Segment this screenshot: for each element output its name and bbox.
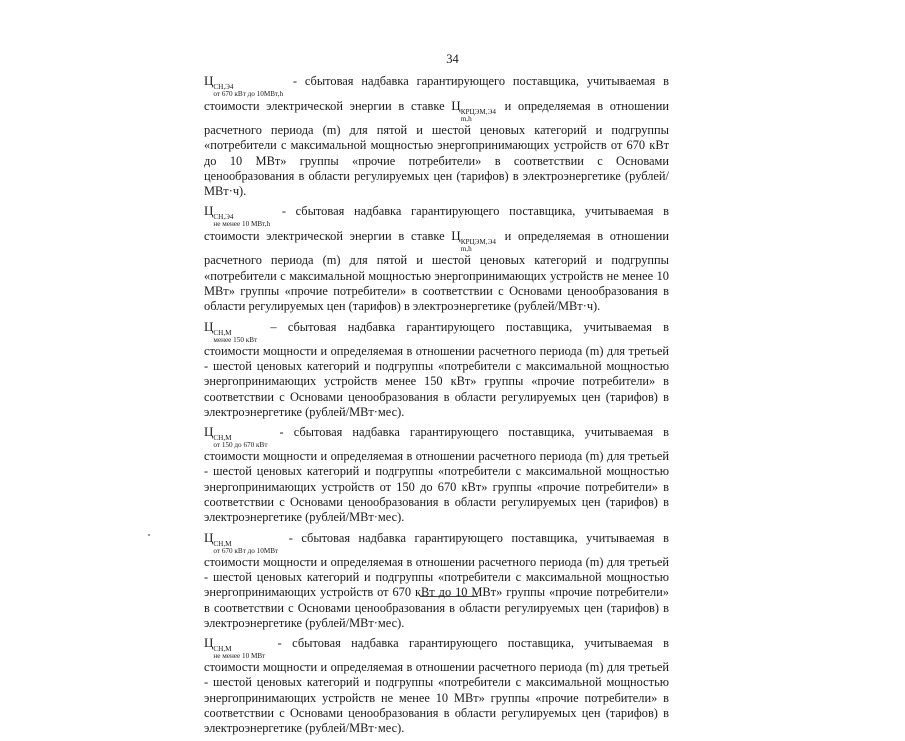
symbol-superscript: СН,М (213, 328, 232, 337)
symbol-subscript: менее 150 кВт (213, 335, 258, 344)
inline-formula-symbol (451, 228, 498, 254)
document-body (204, 73, 669, 741)
definition-paragraph (204, 424, 669, 525)
inline-formula-symbol (451, 98, 498, 123)
symbol-subscript: m,h (460, 115, 472, 123)
symbol-subscript: от 150 до 670 кВт (213, 441, 268, 450)
formula-symbol (204, 203, 272, 229)
symbol-base: Ц (451, 98, 461, 113)
paragraph-text: - сбытовая надбавка гарантирующего поставщика, учитываемая в стоимости электрической энергии в ставке (204, 204, 669, 244)
symbol-superscript: СН,М (213, 539, 232, 548)
paragraph-text: - сбытовая надбавка гарантирующего поставщика, учитываемая в стоимости мощности и определяемая в отношении расчетного периода (m) для третьей - шестой ценовых категорий и подгруппы «потребители с максимальной мощностью энергопринимающих устройств от 670 кВт до 10 МВт» группы «прочие потребители» в соответствии с Основами ценообразования в области регулируемых цен (тарифов) в электроэнергетике (рублей/МВт·мес). (204, 530, 669, 630)
paragraph-text: и определяемая в отношении расчетного периода (m) для пятой и шестой ценовых категорий и подгруппы «потребители с максимальной мощностью энергопринимающих устройств от 670 кВт до 10 МВт» группы «прочие потребители» в соответствии с Основами ценообразования в области регулируемых цен (тарифов) в электроэнергетике (рублей/МВт·ч). (204, 99, 670, 199)
symbol-superscript: СН,М (213, 645, 232, 654)
bottom-separator-line (420, 596, 478, 597)
paragraph-text: – сбытовая надбавка гарантирующего поставщика, учитываемая в стоимости мощности и определяемая в отношении расчетного периода (m) для третьей - шестой ценовых категорий и подгруппы «потребители с максимальной мощностью энергопринимающих устройств менее 150 кВт» группы «прочие потребители» в соответствии с Основами ценообразования в области регулируемых цен (тарифов) в электроэнергетике (рублей/МВт·мес). (204, 319, 669, 419)
symbol-superscript: КРЦЭМ,Э4 (460, 108, 496, 116)
symbol-superscript: СН,Э4 (213, 83, 234, 91)
definition-paragraph (204, 530, 669, 631)
symbol-base: Ц (204, 635, 214, 651)
formula-symbol (204, 73, 285, 98)
formula-symbol (204, 529, 280, 555)
formula-symbol (204, 424, 269, 450)
definition-paragraph (204, 73, 669, 199)
formula-symbol (204, 318, 259, 344)
symbol-superscript: КРЦЭМ,Э4 (460, 238, 496, 247)
definition-paragraph (204, 635, 669, 736)
symbol-subscript: не менее 10 МВт,h (213, 220, 271, 229)
symbol-subscript: от 670 кВт до 10МВт,h (213, 90, 284, 98)
symbol-subscript: от 670 кВт до 10МВт (213, 546, 279, 555)
symbol-superscript: СН,Э4 (213, 213, 234, 222)
page-number: 34 (446, 52, 459, 66)
paragraph-text: и определяемая в отношении расчетного периода (m) для пятой и шестой ценовых категорий и подгруппы «потребители с максимальной мощностью энергопринимающих устройств не менее 10 МВт» группы «прочие потребители» в соответствии с Основами ценообразования в области регулируемых цен (тарифов) в электроэнергетике (рублей/МВт·ч). (204, 229, 670, 314)
scan-artifact-dot (148, 534, 150, 536)
symbol-subscript: не менее 10 МВт (213, 652, 266, 661)
paragraph-text: - сбытовая надбавка гарантирующего поставщика, учитываемая в стоимости электрической энергии в ставке (204, 74, 669, 113)
symbol-superscript: СН,М (213, 434, 232, 443)
definition-paragraph (204, 319, 669, 420)
symbol-base: Ц (204, 73, 214, 88)
symbol-base: Ц (204, 203, 214, 219)
symbol-base: Ц (451, 228, 461, 244)
symbol-base: Ц (204, 529, 214, 545)
symbol-base: Ц (204, 424, 214, 440)
paragraph-text: - сбытовая надбавка гарантирующего поставщика, учитываемая в стоимости мощности и определяемая в отношении расчетного периода (m) для третьей - шестой ценовых категорий и подгруппы «потребители с максимальной мощностью энергопринимающих устройств не менее 10 МВт» группы «прочие потребители» в соответствии с Основами ценообразования в области регулируемых цен (тарифов) в электроэнергетике (рублей/МВт·мес). (204, 636, 669, 736)
symbol-base: Ц (204, 318, 214, 334)
formula-symbol (204, 635, 267, 661)
paragraph-text: - сбытовая надбавка гарантирующего поставщика, учитываемая в стоимости мощности и определяемая в отношении расчетного периода (m) для третьей - шестой ценовых категорий и подгруппы «потребители с максимальной мощностью энергопринимающих устройств от 150 до 670 кВт» группы «прочие потребители» в соответствии с Основами ценообразования в области регулируемых цен (тарифов) в электроэнергетике (рублей/МВт·мес). (204, 425, 669, 525)
symbol-subscript: m,h (460, 245, 472, 254)
definition-paragraph (204, 203, 669, 314)
